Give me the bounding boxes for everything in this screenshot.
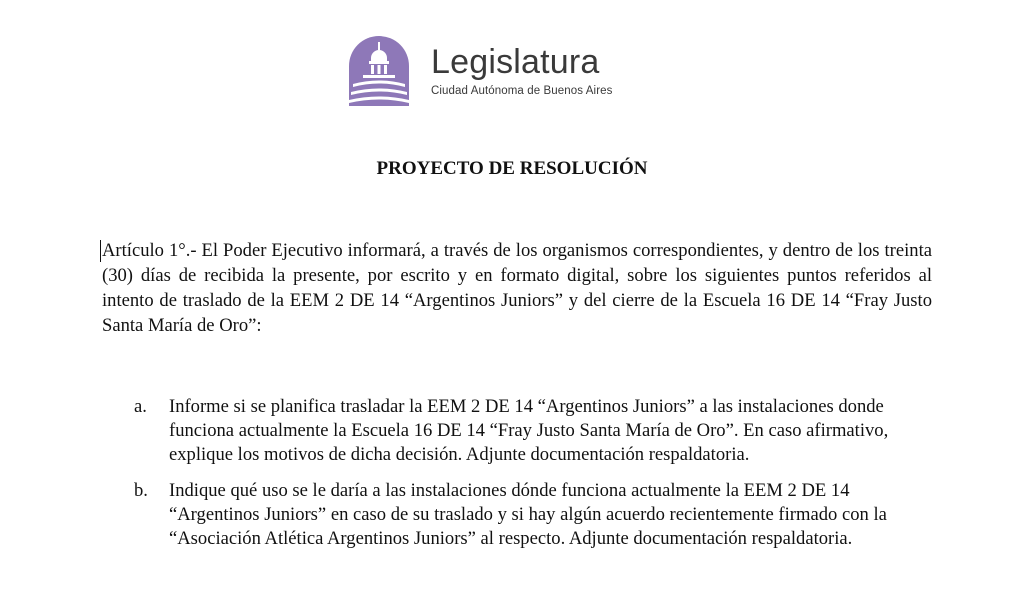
list-marker: a.: [134, 396, 147, 417]
document-title: PROYECTO DE RESOLUCIÓN: [376, 158, 648, 179]
list-item: [134, 479, 924, 551]
list-marker: b.: [134, 480, 148, 501]
legislatura-logo: [347, 34, 612, 106]
logo-text: [431, 44, 612, 98]
list-item-text[interactable]: Informe si se planifica trasladar la EEM 2 DE 14 “Argentinos Juniors” a las instalaciones donde funciona actualmente la Escuela 16 DE 14 “Fray Justo Santa María de Oro”. En caso afirmativo, explique los motivos de dicha decisión. Adjunte documentación respaldatoria.: [169, 396, 889, 465]
list-item: [134, 395, 924, 467]
logo-title: Legislatura: [431, 43, 600, 81]
article-1-paragraph[interactable]: Artículo 1°.- El Poder Ejecutivo informará, a través de los organismos correspondientes, y dentro de los treinta (30) días de recibida la presente, por escrito y en formato digital, sobre los siguientes puntos referidos al intento de traslado de la EEM 2 DE 14 “Argentinos Juniors” y del cierre de la Escuela 16 DE 14 “Fray Justo Santa María de Oro”:: [102, 240, 932, 336]
text-cursor: [100, 240, 101, 262]
legislatura-dome-icon: [347, 34, 411, 106]
request-list: [134, 395, 924, 563]
list-item-text[interactable]: Indique qué uso se le daría a las instalaciones dónde funciona actualmente la EEM 2 DE 14 “Argentinos Juniors” en caso de su traslado y si hay algún acuerdo recientemente firmado con la “Asociación Atlética Argentinos Juniors” al respecto. Adjunte documentación respaldatoria.: [169, 480, 887, 549]
logo-subtitle: Ciudad Autónoma de Buenos Aires: [431, 85, 613, 97]
